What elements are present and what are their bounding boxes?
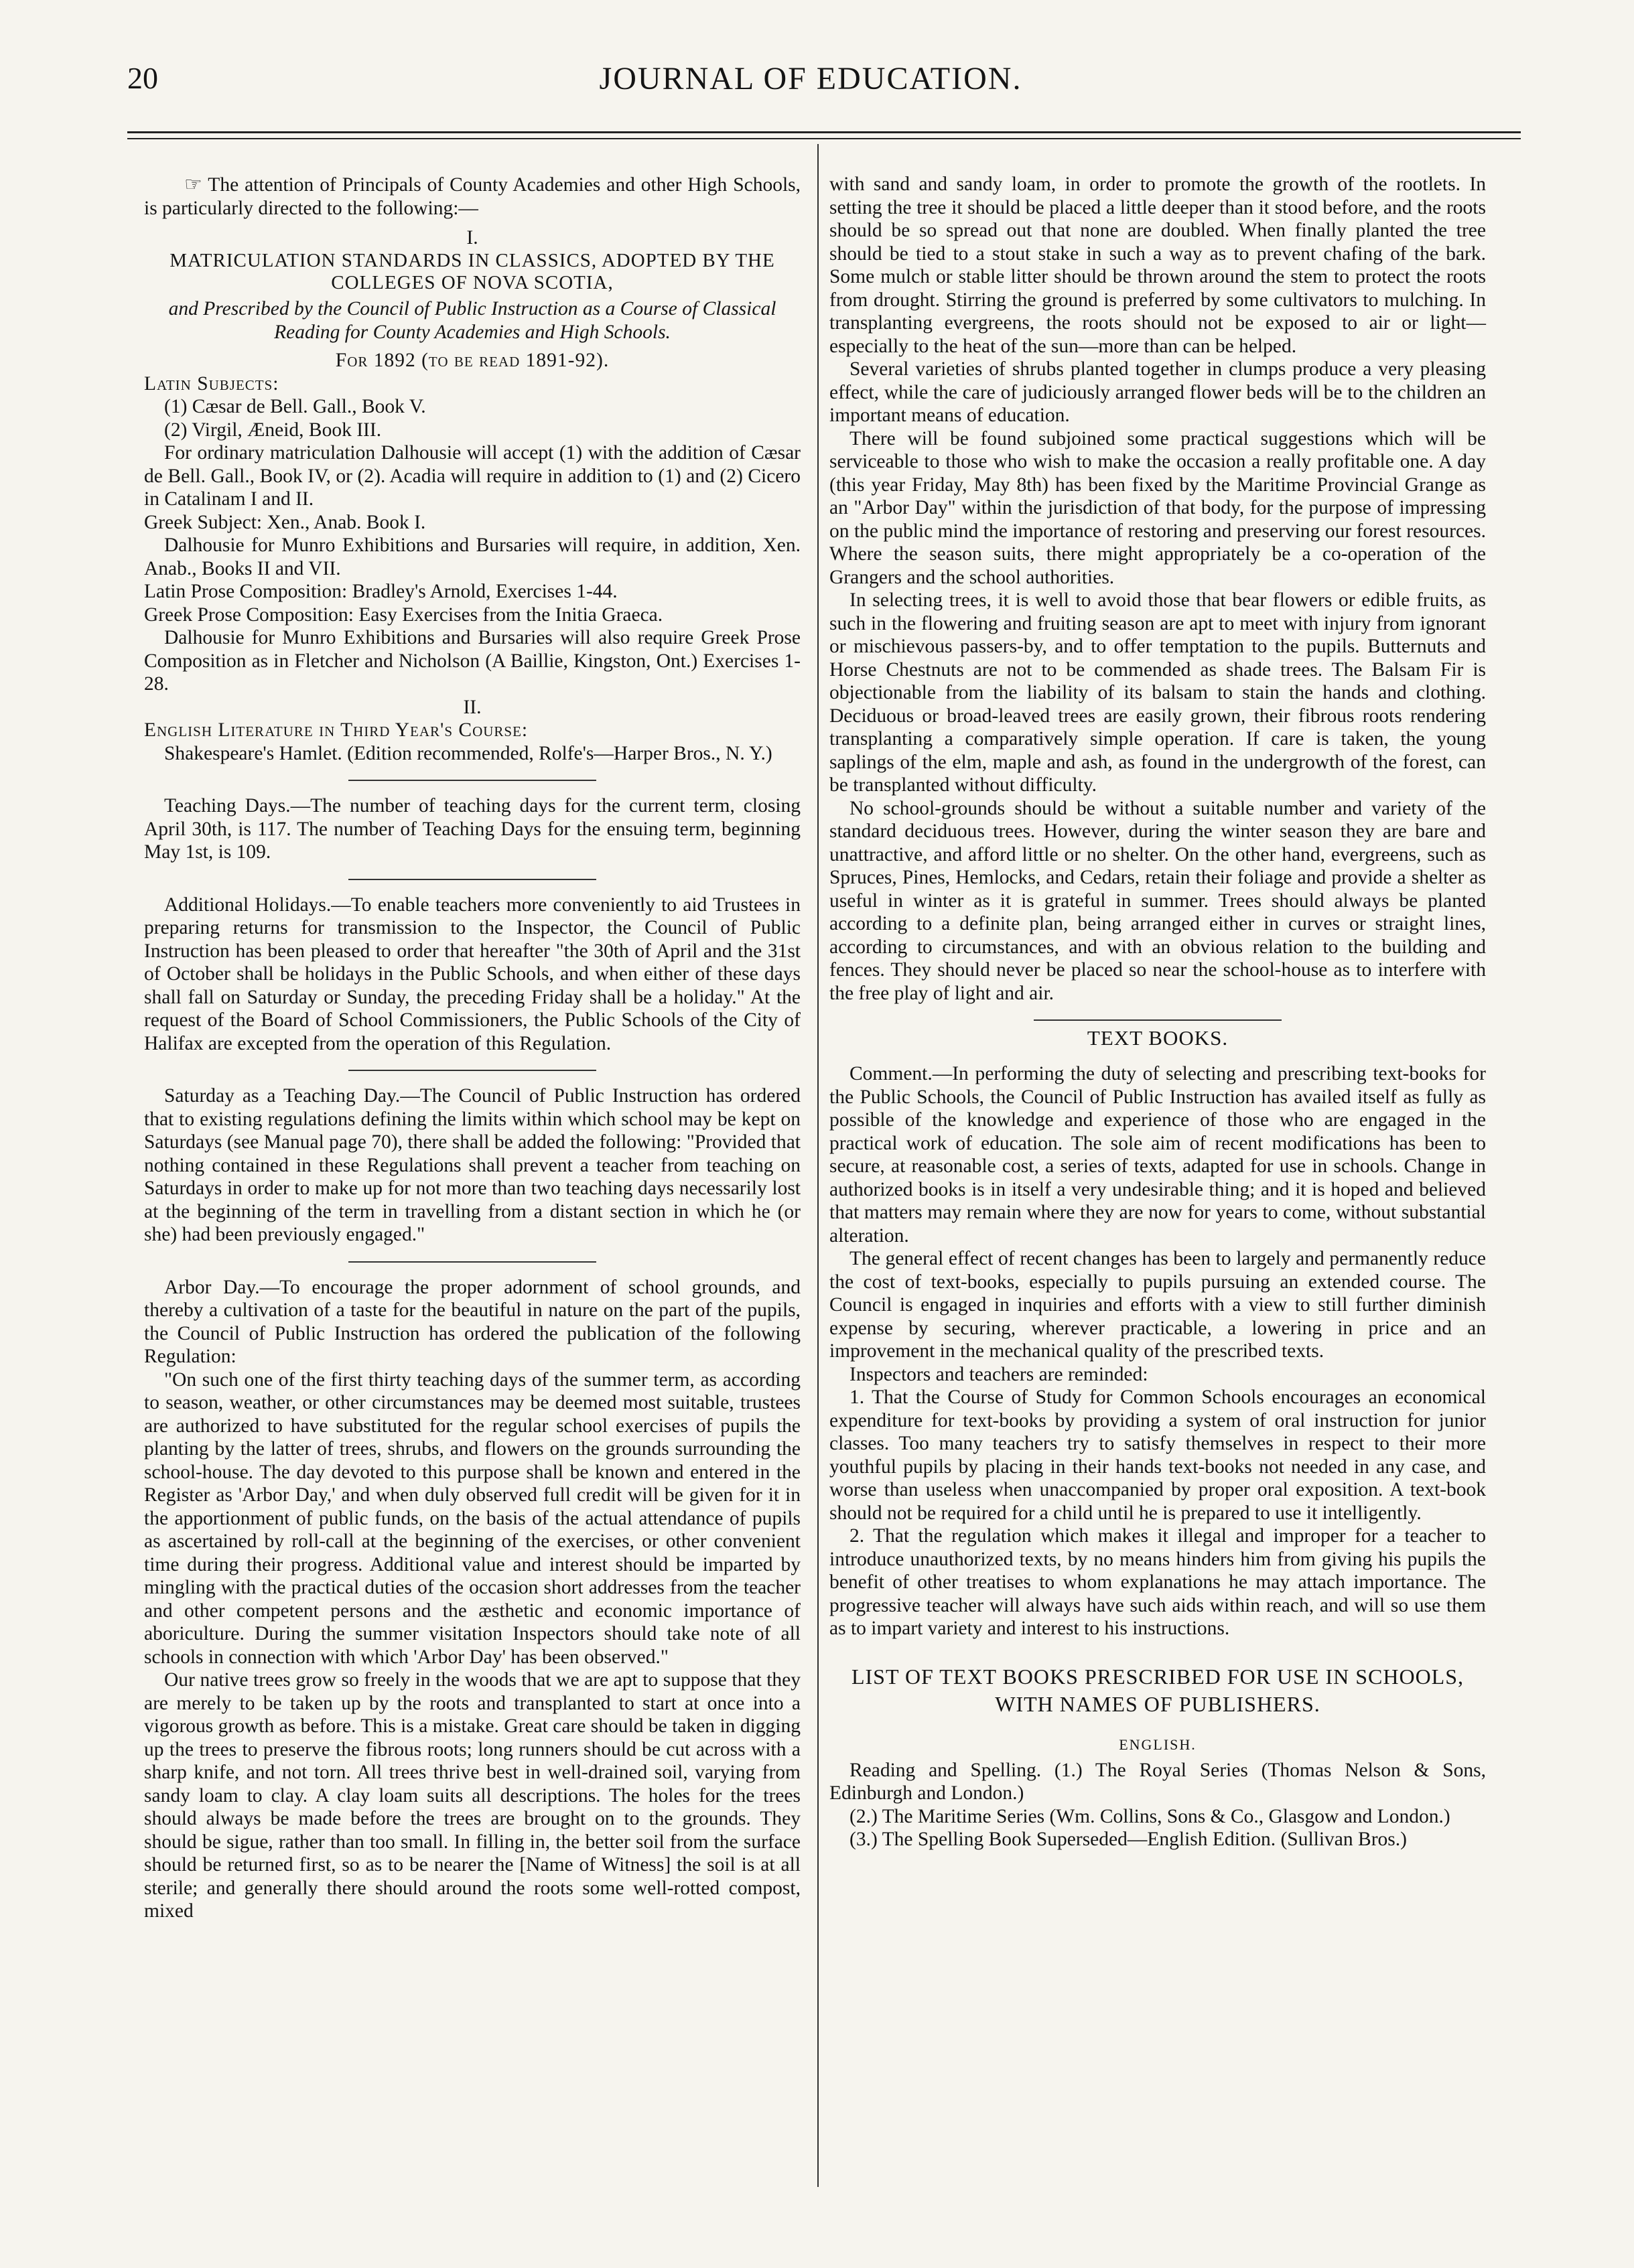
text-books-heading: TEXT BOOKS.: [1087, 1026, 1229, 1050]
ordinary-matriculation: For ordinary matriculation Dalhousie will accept (1) with the addition of Cæsar de Bell. Gall., Book IV, or (2). Acadia will require in addition to (1) and (2) Cicero in Catalinam I and II.: [144, 442, 801, 510]
journal-title: JOURNAL OF EDUCATION.: [599, 61, 1022, 96]
english-subheading: ENGLISH.: [1119, 1735, 1197, 1753]
munro-exhibitions-1: Dalhousie for Munro Exhibitions and Bursaries will require, in addition, Xen. Anab., Books II and VII.: [144, 535, 801, 579]
list-heading: LIST OF TEXT BOOKS PRESCRIBED FOR USE IN SCHOOLS, WITH NAMES OF PUBLISHERS.: [851, 1664, 1465, 1717]
section-rule: [348, 879, 596, 880]
column-divider: [817, 144, 819, 2187]
hamlet-line: Shakespeare's Hamlet. (Edition recommended, Rolfe's—Harper Bros., N. Y.): [164, 742, 772, 764]
section-numeral-2: II.: [463, 696, 482, 718]
native-trees-paragraph: Our native trees grow so freely in the woods that we are apt to suppose that they are merely to be taken up by the roots and transplanted to start at once into a vigorous growth as before. This is a mistake. Great care should be taken in digging up the trees to preserve the fibrous roots; long runners should be cut across with a sharp knife, and not torn. All trees thrive best in well-drained soil, varying from sandy loam to clay. A clay loam suits all descriptions. The holes for the trees should always be made before the trees are brought on to the grounds. They should be sigue, rather than too small. In filling in, the better soil from the surface should be returned first, so as to be nearer the [Name of Witness] the soil is at all sterile; and generally there should around the roots some well-rotted compost, mixed: [144, 1669, 801, 1922]
holidays-paragraph: Additional Holidays.—To enable teachers more conveniently to aid Trustees in preparing returns for transmission to the Inspector, the Council of Public Instruction has been pleased to order that hereafter "the 30th of April and the 31st of October shall be holidays in the Public Schools, and when either of these days shall fall on Saturday or Sunday, the preceding Friday shall be a holiday." At the request of the Board of School Commissioners, the Public Schools of the City of Halifax are excepted from the operation of this Regulation.: [144, 894, 801, 1054]
section-rule: [1034, 1019, 1282, 1021]
inspectors-line: Inspectors and teachers are reminded:: [849, 1363, 1148, 1385]
pointing-hand-icon: ☞: [184, 173, 202, 196]
header-rule: [127, 131, 1521, 133]
section-rule: [348, 780, 596, 781]
latin-item-2: (2) Virgil, Æneid, Book III.: [164, 419, 382, 441]
latin-subjects-label: Latin Subjects:: [144, 372, 279, 395]
school-grounds-paragraph: No school-grounds should be without a suitable number and variety of the standard deciduous trees. However, during the winter season they are bare and unattractive, and afford little or no shelter. On the other hand, evergreens, such as Spruces, Pines, Hemlocks, and Cedars, retain their foliage and provide a shelter as useful in winter as it is grateful in summer. Trees should always be planted according to a definite plan, being arranged either in curves or straight lines, according to circumstances, and with an obvious relation to the building and fences. They should never be placed so near the school-house as to interfere with the free play of light and air.: [829, 797, 1486, 1004]
saturday-paragraph: Saturday as a Teaching Day.—The Council of Public Instruction has ordered that to existing regulations defining the limits within which school may be kept on Saturdays (see Manual page 70), there shall be added the following: "Provided that nothing contained in these Regulations shall prevent a teacher from teaching on Saturdays in order to make up for not more than two teaching days necessarily lost at the beginning of the term in travelling from a distant section in which he (or she) had been previously engaged.": [144, 1085, 801, 1246]
section-rule: [348, 1070, 596, 1071]
right-column: [829, 173, 1486, 1851]
header-rule-secondary: [127, 138, 1521, 139]
page-header: [107, 60, 1514, 114]
teaching-days-paragraph: Teaching Days.—The number of teaching days for the current term, closing April 30th, is 117. The number of Teaching Days for the ensuing term, beginning May 1st, is 109.: [144, 795, 801, 863]
reading-item-3: (3.) The Spelling Book Superseded—English Edition. (Sullivan Bros.): [849, 1829, 1407, 1851]
matriculation-subheading: and Prescribed by the Council of Public Instruction as a Course of Classical Reading for County Academies and High Schools.: [168, 298, 776, 343]
section-rule: [348, 1261, 596, 1263]
reading-item-2: (2.) The Maritime Series (Wm. Collins, Sons & Co., Glasgow and London.): [849, 1805, 1450, 1827]
reading-item-1: Reading and Spelling. (1.) The Royal Series (Thomas Nelson & Sons, Edinburgh and London.): [829, 1759, 1486, 1804]
shrubs-paragraph: Several varieties of shrubs planted together in clumps produce a very pleasing effect, while the care of judiciously arranged flower beds will be to the children an important means of education.: [829, 358, 1486, 426]
greek-subject: Greek Subject: Xen., Anab. Book I.: [144, 511, 426, 533]
point-1-paragraph: 1. That the Course of Study for Common Schools encourages an economical expenditure for text-books by providing a system of oral instruction for junior classes. Too many teachers try to satisfy themselves in respect to their more youthful pupils by placing in their hands text-books not needed in any case, and worse than useless when unaccompanied by proper oral exposition. A text-book should not be required for a child until he is prepared to use it intelligently.: [829, 1387, 1486, 1524]
page-number: 20: [127, 61, 158, 95]
english-literature-label: English Literature in Third Year's Course:: [144, 719, 529, 741]
munro-exhibitions-2: Dalhousie for Munro Exhibitions and Bursaries will also require Greek Prose Composition as in Fletcher and Nicholson (A Baillie, Kingston, Ont.) Exercises 1-28.: [144, 627, 801, 695]
for-year-line: For 1892 (to be read 1891-92).: [335, 350, 610, 372]
point-2-paragraph: 2. That the regulation which makes it illegal and improper for a teacher to introduce unauthorized texts, by no means hinders him from giving his pupils the benefit of other treatises to whom explanations he may attach importance. The progressive teacher will always have such aids within reach, and will so use them as to impart variety and interest to his instructions.: [829, 1525, 1486, 1640]
left-column: [144, 173, 801, 1923]
general-effect-paragraph: The general effect of recent changes has been to largely and permanently reduce the cost of text-books, especially to pupils pursuing an extended course. The Council is engaged in inquiries and efforts with a view to still further diminish expense by securing, wherever practicable, a lowering in price and an improvement in the mechanical quality of the prescribed texts.: [829, 1248, 1486, 1362]
suggestions-paragraph: There will be found subjoined some practical suggestions which will be serviceable to those who wish to make the occasion a really profitable one. A day (this year Friday, May 8th) has been fixed by the Maritime Provincial Grange as an "Arbor Day" within the jurisdiction of that body, for the purpose of impressing on the public mind the importance of restoring and preserving our forest resources. Where the season suits, there might appropriately be a co-operation of the Grangers and the school authorities.: [829, 427, 1486, 588]
notice-paragraph: ☞ The attention of Principals of County Academies and other High Schools, is particularly directed to the following:—: [144, 173, 801, 219]
comment-paragraph: Comment.—In performing the duty of selecting and prescribing text-books for the Public Schools, the Council of Public Instruction has availed itself as fully as possible of the knowledge and experience of those who are engaged in the practical work of education. The sole aim of recent modifications has been to secure, at reasonable cost, a series of texts, adapted for use in schools. Change in authorized books is in itself a very undesirable thing; and it is hoped and believed that matters may remain where they are now for years to come, without substantial alteration.: [829, 1063, 1486, 1247]
latin-prose: Latin Prose Composition: Bradley's Arnold, Exercises 1-44.: [144, 581, 618, 603]
selecting-trees-paragraph: In selecting trees, it is well to avoid those that bear flowers or edible fruits, as such in the flowering and fruiting season are apt to meet with injury from ignorant or mischievous passers-by, and to offer temptation to the pupils. Butternuts and Horse Chestnuts are not to be commended as shade trees. The Balsam Fir is objectionable from the liability of its balsam to stain the hands and clothing. Deciduous or broad-leaved trees are easily grown, their fibrous roots rendering transplanting a comparatively simple operation. If care is taken, the young saplings of the elm, maple and ash, as found in the undergrowth of the forest, can be transplanted without difficulty.: [829, 589, 1486, 796]
matriculation-heading: MATRICULATION STANDARDS IN CLASSICS, ADOPTED BY THE COLLEGES OF NOVA SCOTIA,: [169, 249, 775, 294]
greek-prose: Greek Prose Composition: Easy Exercises from the Initia Graeca.: [144, 604, 663, 626]
planting-paragraph: with sand and sandy loam, in order to promote the growth of the rootlets. In setting the tree it should be placed a little deeper than it stood before, and the roots should be so spread out that none are doubled. When finally planted the tree should be tied to a stout stake in such a way as to prevent chafing of the bark. Some mulch or stable litter should be thrown around the stem to protect the roots from drought. Stirring the ground is preferred by some cultivators to mulching. In transplanting evergreens, the roots should not be exposed to air or light—especially to the heat of the sun—more than can be helped.: [829, 173, 1486, 357]
latin-item-1: (1) Cæsar de Bell. Gall., Book V.: [164, 396, 426, 418]
arbor-day-paragraph: Arbor Day.—To encourage the proper adornment of school grounds, and thereby a cultivation of a taste for the beautiful in nature on the part of the pupils, the Council of Public Instruction has ordered the publication of the following Regulation:: [144, 1276, 801, 1368]
arbor-regulation-paragraph: "On such one of the first thirty teaching days of the summer term, as according to season, weather, or other circumstances may be deemed most suitable, trustees are authorized to have substituted for the regular school exercises of pupils the planting by the latter of trees, shrubs, and flowers on the grounds surrounding the school-house. The day devoted to this purpose shall be known and entered in the Register as 'Arbor Day,' and when duly observed full credit will be given for it in the apportionment of public funds, on the basis of the actual attendance of pupils as ascertained by roll-call at the beginning of the exercises, or other convenient time during their progress. Additional value and interest should be imparted by mingling with the practical duties of the occasion short addresses from the teacher and other competent persons and the æsthetic and economic importance of aboriculture. During the summer visitation Inspectors should take note of all schools in connection with which 'Arbor Day' has been observed.": [144, 1368, 801, 1668]
section-numeral-1: I.: [466, 227, 478, 249]
